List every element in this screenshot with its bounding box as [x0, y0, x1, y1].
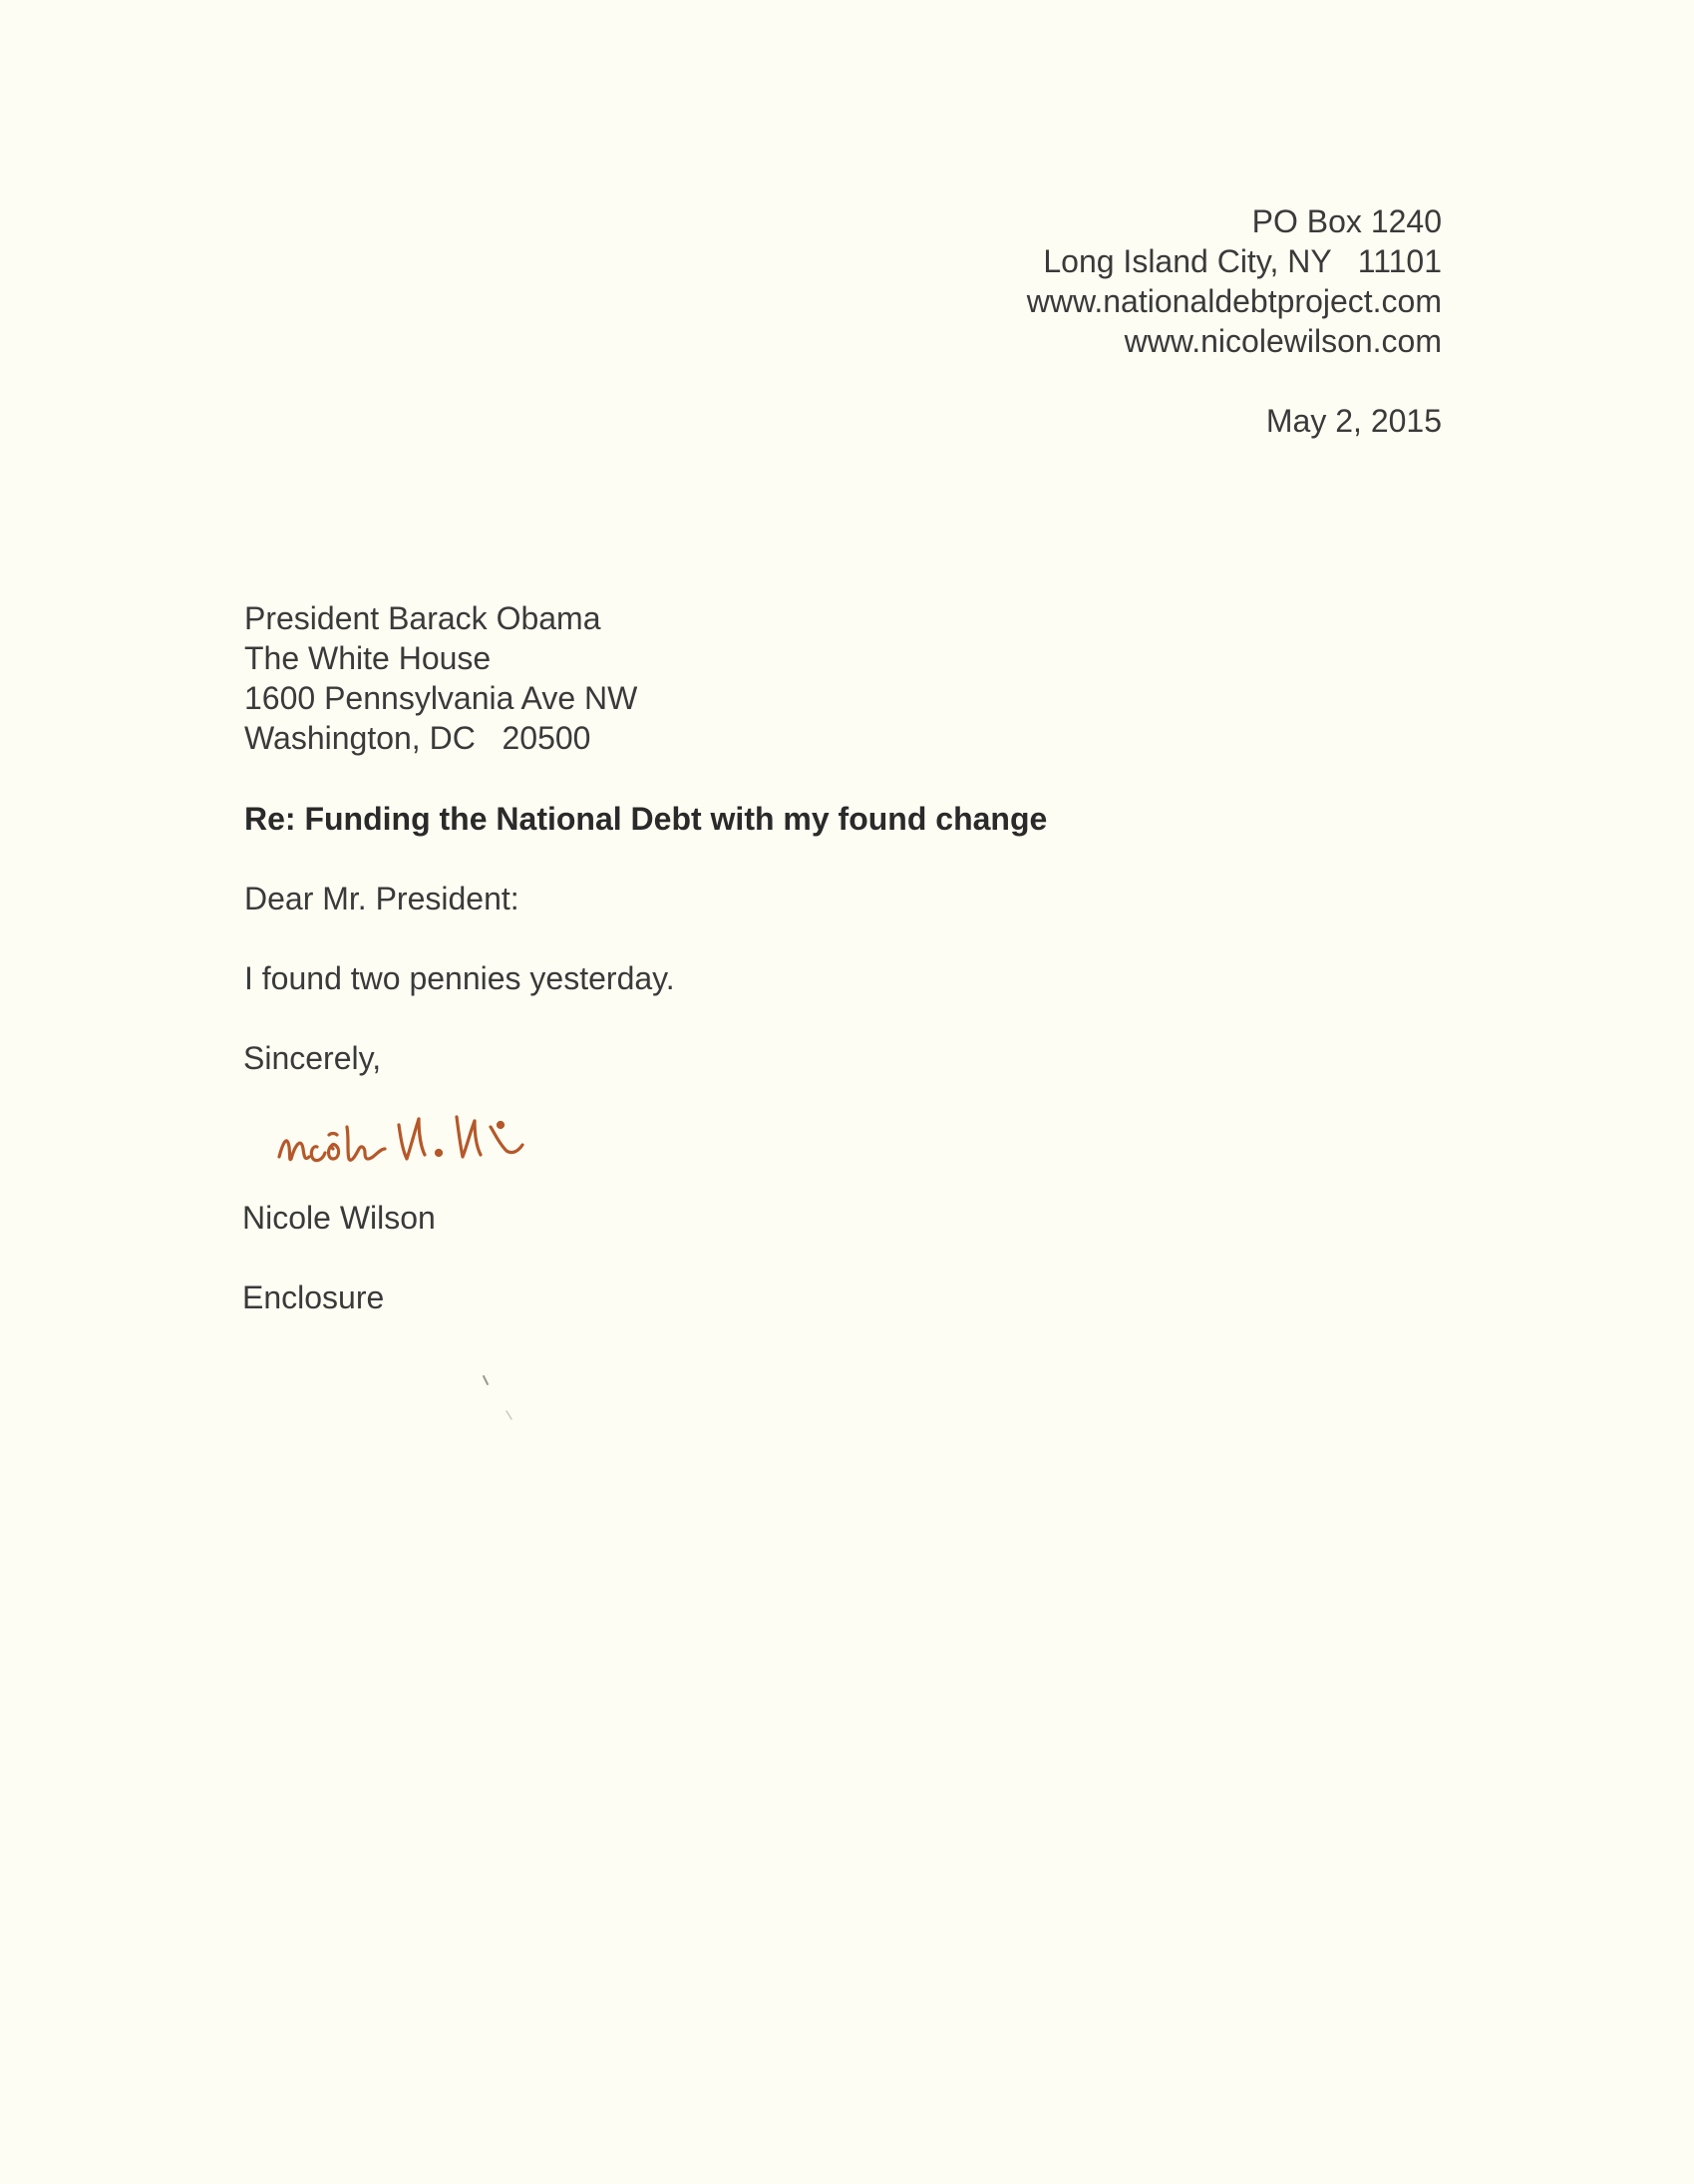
recipient-street: 1600 Pennsylvania Ave NW — [244, 680, 638, 716]
handwritten-signature — [269, 1087, 668, 1187]
body-paragraph: I found two pennies yesterday. — [244, 960, 675, 996]
letter-date: May 2, 2015 — [1265, 403, 1442, 439]
sender-website-personal: www.nicolewilson.com — [1124, 323, 1442, 359]
sender-address-block — [1027, 201, 1442, 361]
enclosure-notation: Enclosure — [242, 1279, 385, 1315]
sender-website-project: www.nationaldebtproject.com — [1026, 283, 1442, 319]
recipient-city-state-zip: Washington, DC 20500 — [244, 720, 591, 756]
signer-name: Nicole Wilson — [242, 1200, 436, 1236]
recipient-address-block — [244, 598, 637, 758]
recipient-name: President Barack Obama — [244, 600, 601, 636]
sender-po-box: PO Box 1240 — [1251, 203, 1442, 239]
complimentary-closing: Sincerely, — [243, 1040, 382, 1076]
subject-line: Re: Funding the National Debt with my found change — [244, 801, 1048, 837]
sender-city-state-zip: Long Island City, NY 11101 — [1043, 243, 1442, 279]
paper-speck — [479, 1371, 518, 1431]
recipient-organization: The White House — [244, 640, 492, 676]
salutation: Dear Mr. President: — [244, 881, 519, 916]
